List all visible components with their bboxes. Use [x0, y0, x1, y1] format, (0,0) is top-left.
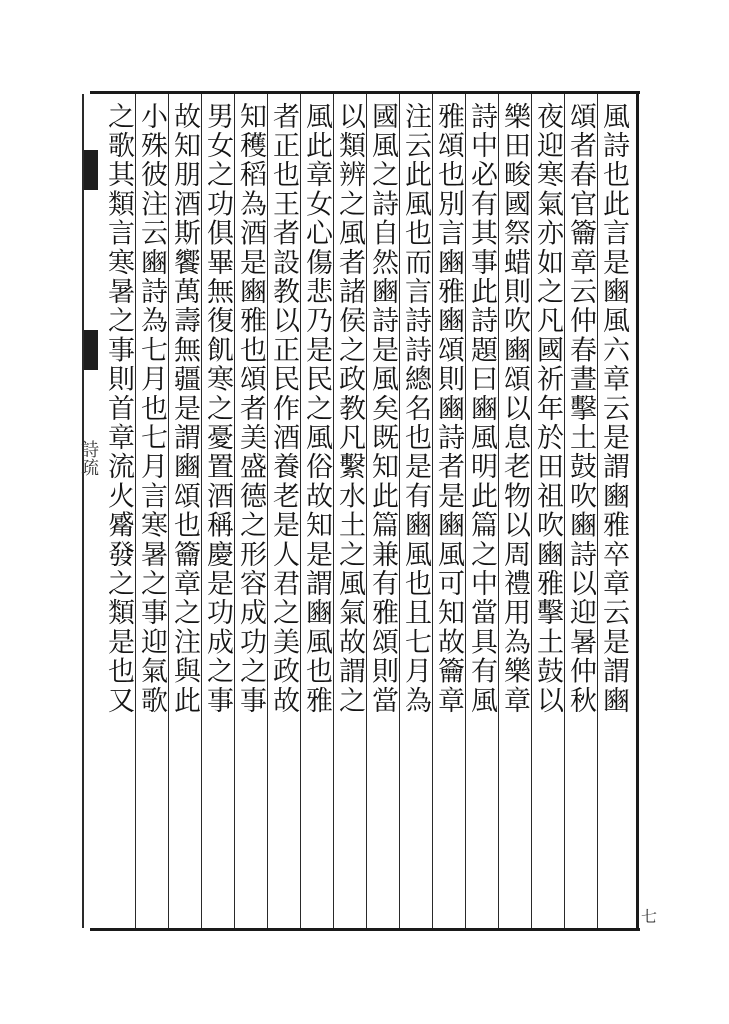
- text-column: 故知朋酒斯饗萬壽無疆是謂豳頌也籥章之注與此: [169, 102, 200, 716]
- text-column: 夜迎寒氣亦如之凡國祈年於田祖吹豳雅擊土鼓以: [532, 102, 563, 716]
- bottom-border: [90, 928, 640, 931]
- column-rule: [564, 94, 565, 928]
- text-column: 小殊彼注云豳詩為七月也七月言寒暑之事迎氣歌: [136, 102, 167, 716]
- column-rule: [201, 94, 202, 928]
- column-rule: [333, 94, 334, 928]
- column-rule: [531, 94, 532, 928]
- column-rule: [234, 94, 235, 928]
- column-rule: [267, 94, 268, 928]
- column-rule: [432, 94, 433, 928]
- text-column: 國風之詩自然豳詩是風矣既知此篇兼有雅頌則當: [367, 102, 398, 716]
- column-rule: [366, 94, 367, 928]
- column-rule: [465, 94, 466, 928]
- text-column: 男女之功俱畢無復飢寒之憂置酒稱慶是功成之事: [202, 102, 233, 716]
- text-column: 之歌其類言寒暑之事則首章流火觱發之類是也又: [103, 102, 134, 716]
- text-column: 風此章女心傷悲乃是民之風俗故知是謂豳風也雅: [301, 102, 332, 716]
- margin-block-mark: [84, 330, 98, 370]
- text-column: 知穫稻為酒是豳雅也頌者美盛德之形容成功之事: [235, 102, 266, 716]
- column-rule: [300, 94, 301, 928]
- top-border: [90, 91, 640, 94]
- margin-fish-tail-mark: [84, 150, 98, 190]
- margin-title: 詩疏: [78, 440, 99, 476]
- text-column: 者正也王者設教以正民作酒養老是人君之美政故: [268, 102, 299, 716]
- column-rule: [597, 94, 598, 928]
- column-rule: [399, 94, 400, 928]
- text-column: 風詩也此言是豳風六章云是謂豳雅卒章云是謂豳: [598, 102, 629, 716]
- text-column: 以類辨之風者諸侯之政教凡繫水土之風氣故謂之: [334, 102, 365, 716]
- column-rule: [498, 94, 499, 928]
- right-border: [636, 91, 639, 931]
- text-column: 詩中必有其事此詩題曰豳風明此篇之中當具有風: [466, 102, 497, 716]
- column-rule: [168, 94, 169, 928]
- text-column: 注云此風也而言詩詩總名也是有豳風也且七月為: [400, 102, 431, 716]
- text-column: 雅頌也別言豳雅豳頌則豳詩者是豳風可知故籥章: [433, 102, 464, 716]
- text-column: 頌者春官籥章云仲春晝擊土鼓吹豳詩以迎暑仲秋: [565, 102, 596, 716]
- column-rule: [135, 94, 136, 928]
- page-number: 七: [641, 907, 658, 926]
- text-column: 樂田畯國祭蜡則吹豳頌以息老物以周禮用為樂章: [499, 102, 530, 716]
